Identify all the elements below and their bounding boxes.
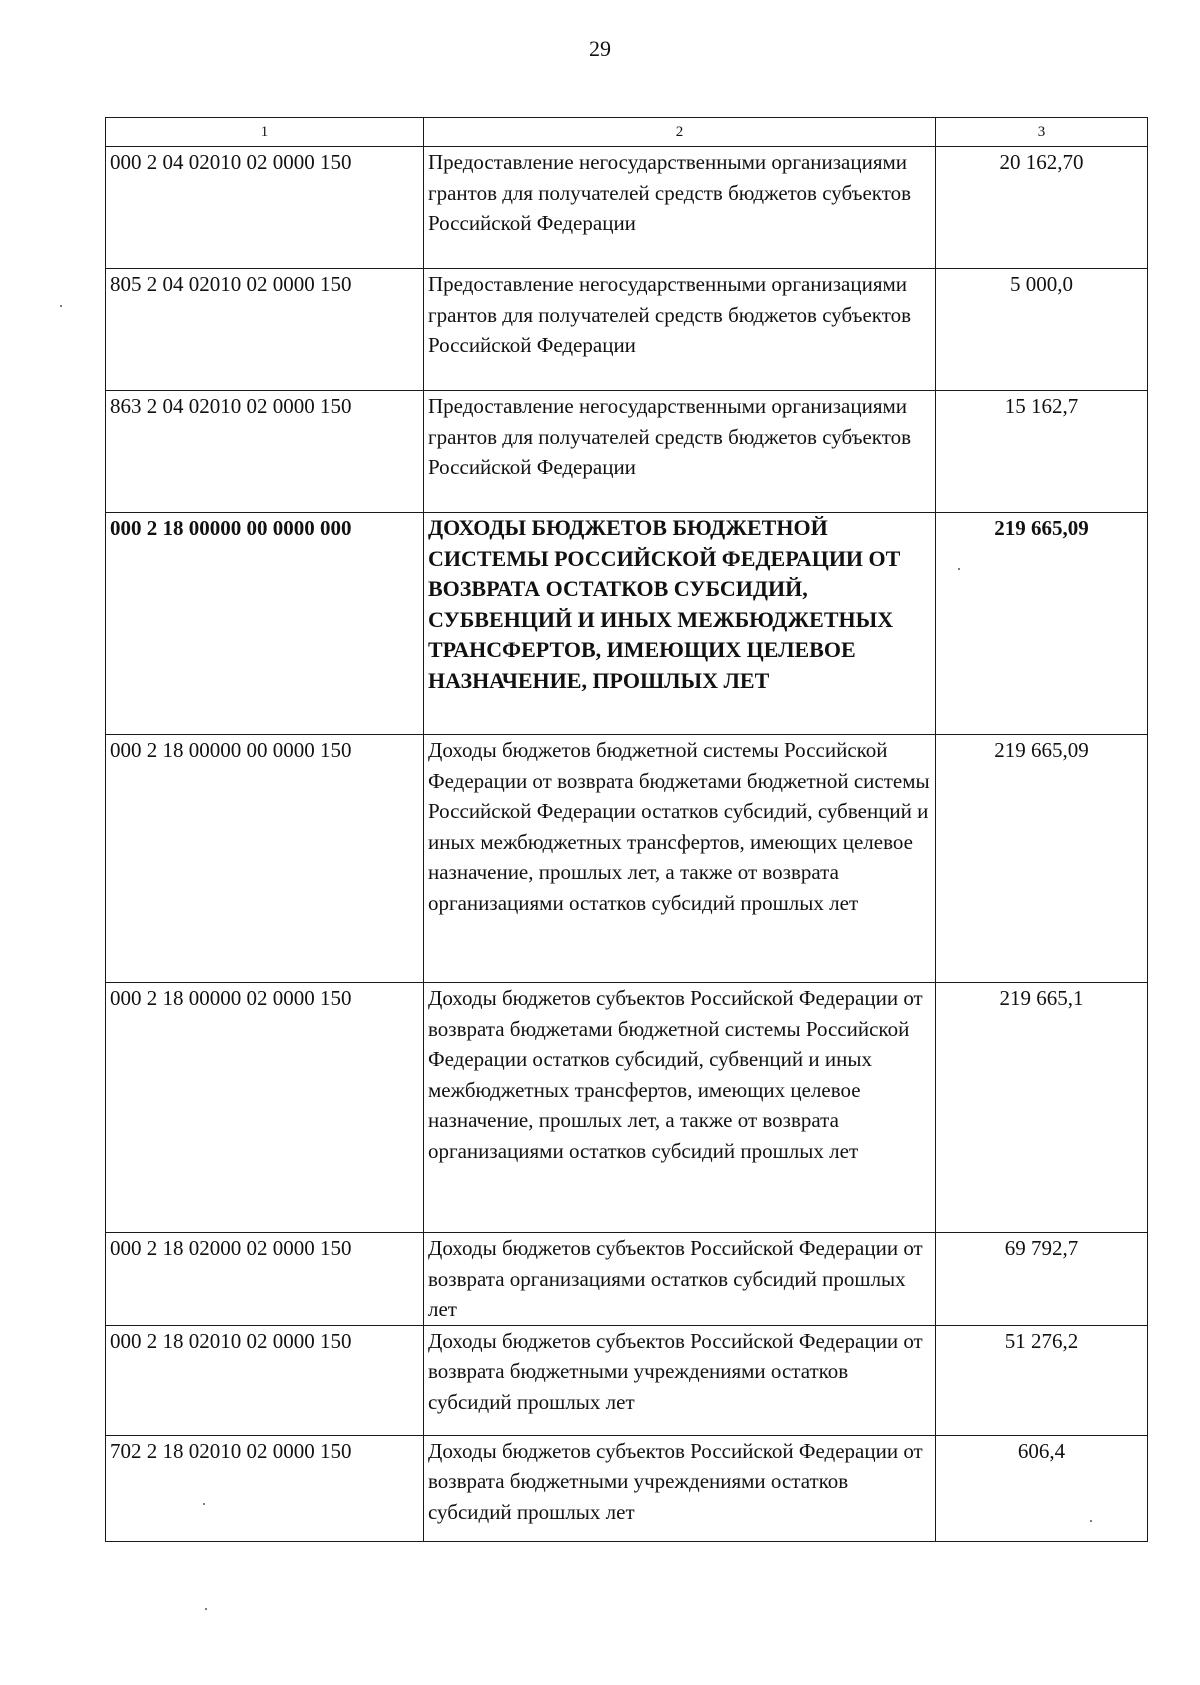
row-amount: 51 276,2 xyxy=(936,1325,1148,1435)
column-header-code: 1 xyxy=(106,118,424,147)
row-amount: 219 665,09 xyxy=(936,735,1148,983)
scan-speck xyxy=(205,1608,207,1610)
row-amount: 606,4 xyxy=(936,1435,1148,1541)
row-code: 702 2 18 02010 02 0000 150 xyxy=(106,1435,424,1541)
row-description: Предоставление негосударственными организациями грантов для получателей средств бюджетов субъектов Российской Федерации xyxy=(424,269,936,391)
table-row xyxy=(106,147,1148,269)
page-number: 29 xyxy=(589,36,611,61)
table-row xyxy=(106,1233,1148,1326)
row-code: 000 2 04 02010 02 0000 150 xyxy=(106,147,424,269)
table-row xyxy=(106,513,1148,735)
row-code: 000 2 18 00000 00 0000 150 xyxy=(106,735,424,983)
table-row xyxy=(106,735,1148,983)
table-row xyxy=(106,983,1148,1233)
table-row xyxy=(106,1325,1148,1435)
row-amount: 20 162,70 xyxy=(936,147,1148,269)
row-code: 000 2 18 00000 02 0000 150 xyxy=(106,983,424,1233)
budget-table xyxy=(105,117,1148,1542)
row-code: 000 2 18 02010 02 0000 150 xyxy=(106,1325,424,1435)
row-code: 000 2 18 02000 02 0000 150 xyxy=(106,1233,424,1326)
row-description: Предоставление негосударственными организациями грантов для получателей средств бюджетов субъектов Российской Федерации xyxy=(424,391,936,513)
row-amount: 69 792,7 xyxy=(936,1233,1148,1326)
table-row xyxy=(106,1435,1148,1541)
scan-speck xyxy=(958,568,960,570)
column-header-description: 2 xyxy=(424,118,936,147)
row-description: Доходы бюджетов субъектов Российской Федерации от возврата бюджетами бюджетной системы Российской Федерации остатков субсидий, субвенций и иных межбюджетных трансфертов, имеющих целевое назначение, прошлых лет, а также от возврата организациями остатков субсидий прошлых лет xyxy=(424,983,936,1233)
row-description: Предоставление негосударственными организациями грантов для получателей средств бюджетов субъектов Российской Федерации xyxy=(424,147,936,269)
row-amount: 219 665,1 xyxy=(936,983,1148,1233)
scan-speck xyxy=(1090,1520,1092,1522)
column-header-amount: 3 xyxy=(936,118,1148,147)
row-amount: 15 162,7 xyxy=(936,391,1148,513)
table-row xyxy=(106,391,1148,513)
scan-speck xyxy=(60,305,62,307)
row-amount: 219 665,09 xyxy=(936,513,1148,735)
row-code: 000 2 18 00000 00 0000 000 xyxy=(106,513,424,735)
row-amount: 5 000,0 xyxy=(936,269,1148,391)
row-description: Доходы бюджетов субъектов Российской Федерации от возврата бюджетными учреждениями остатков субсидий прошлых лет xyxy=(424,1325,936,1435)
scan-speck xyxy=(203,1503,205,1505)
row-description: Доходы бюджетов субъектов Российской Федерации от возврата организациями остатков субсидий прошлых лет xyxy=(424,1233,936,1326)
table-header-row xyxy=(106,118,1148,147)
row-code: 805 2 04 02010 02 0000 150 xyxy=(106,269,424,391)
table-row xyxy=(106,269,1148,391)
row-description: Доходы бюджетов бюджетной системы Российской Федерации от возврата бюджетами бюджетной системы Российской Федерации остатков субсидий, субвенций и иных межбюджетных трансфертов, имеющих целевое назначение, прошлых лет, а также от возврата организациями остатков субсидий прошлых лет xyxy=(424,735,936,983)
row-description: Доходы бюджетов субъектов Российской Федерации от возврата бюджетными учреждениями остатков субсидий прошлых лет xyxy=(424,1435,936,1541)
row-code: 863 2 04 02010 02 0000 150 xyxy=(106,391,424,513)
row-description: ДОХОДЫ БЮДЖЕТОВ БЮДЖЕТНОЙ СИСТЕМЫ РОССИЙСКОЙ ФЕДЕРАЦИИ ОТ ВОЗВРАТА ОСТАТКОВ СУБСИДИЙ, СУБВЕНЦИЙ И ИНЫХ МЕЖБЮДЖЕТНЫХ ТРАНСФЕРТОВ, ИМЕЮЩИХ ЦЕЛЕВОЕ НАЗНАЧЕНИЕ, ПРОШЛЫХ ЛЕТ xyxy=(424,513,936,735)
